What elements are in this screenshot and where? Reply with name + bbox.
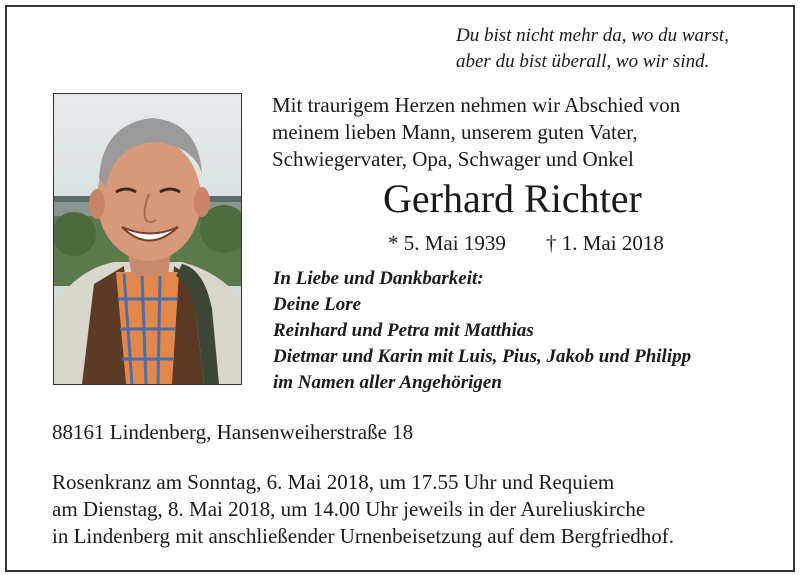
family-line-4: Dietmar und Karin mit Luis, Pius, Jakob und Philipp <box>273 346 692 367</box>
intro-line-1: Mit traurigem Herzen nehmen wir Abschied von <box>272 93 681 117</box>
family-line-2: Deine Lore <box>273 294 362 315</box>
rites-line-1: Rosenkranz am Sonntag, 6. Mai 2018, um 17.55 Uhr und Requiem <box>52 470 615 494</box>
death-date: † 1. Mai 2018 <box>546 231 664 255</box>
intro-line-2: meinem lieben Mann, unserem guten Vater, <box>272 120 638 144</box>
rites-line-3: in Lindenberg mit anschließender Urnenbeisetzung auf dem Bergfriedhof. <box>52 524 675 548</box>
portrait-photo <box>53 93 242 385</box>
birth-date: * 5. Mai 1939 <box>388 231 506 255</box>
quote-line-1: Du bist nicht mehr da, wo du warst, <box>456 25 729 46</box>
address: 88161 Lindenberg, Hansenweiherstraße 18 <box>52 420 414 444</box>
family-line-3: Reinhard und Petra mit Matthias <box>273 320 534 341</box>
rites-line-2: am Dienstag, 8. Mai 2018, um 14.00 Uhr jeweils in der Aureliuskirche <box>52 497 646 521</box>
family-line-5: im Namen aller Angehörigen <box>273 372 502 393</box>
obituary-notice <box>5 5 795 572</box>
family-line-1: In Liebe und Dankbarkeit: <box>273 268 484 289</box>
intro-line-3: Schwiegervater, Opa, Schwager und Onkel <box>272 147 634 171</box>
deceased-name: Gerhard Richter <box>383 176 642 221</box>
quote-line-2: aber du bist überall, wo wir sind. <box>456 51 710 72</box>
